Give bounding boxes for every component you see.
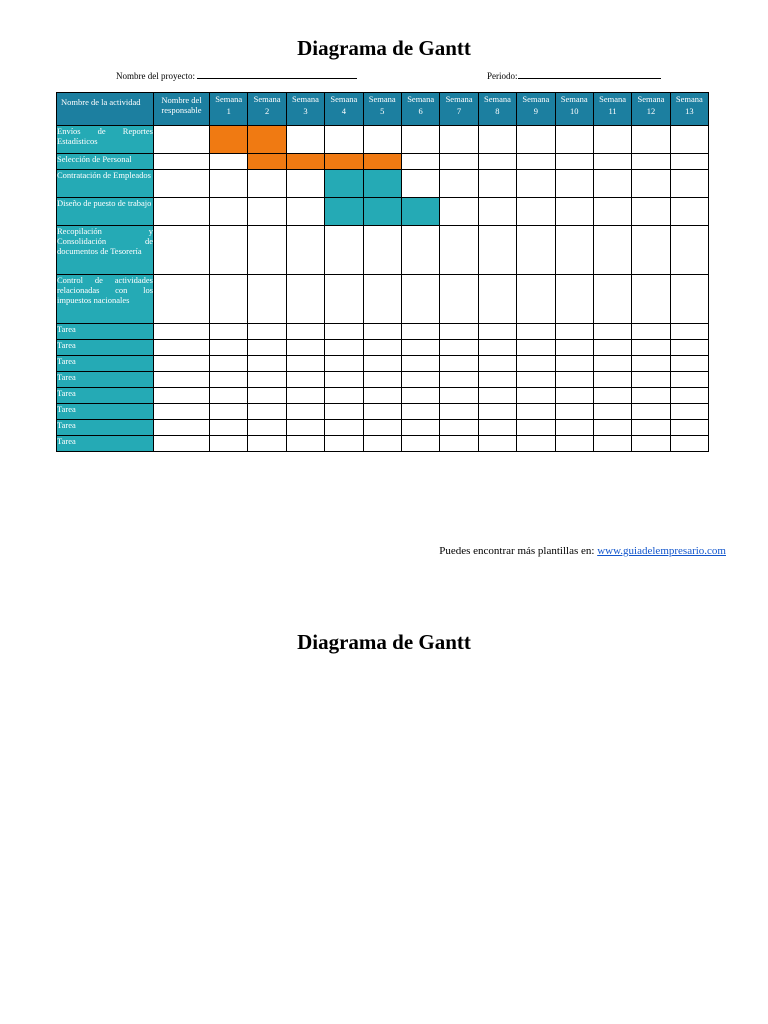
- week-cell[interactable]: [210, 154, 248, 170]
- gantt-bar-cell[interactable]: [363, 154, 401, 170]
- week-cell[interactable]: [593, 388, 631, 404]
- week-cell[interactable]: [325, 420, 363, 436]
- week-word: Semana: [330, 94, 358, 104]
- activity-name[interactable]: Envíos de Reportes Estadísticos: [57, 126, 154, 154]
- header-week-3: [286, 93, 324, 126]
- week-cell[interactable]: [632, 372, 670, 388]
- week-word: Semana: [675, 94, 703, 104]
- week-cell[interactable]: [593, 436, 631, 452]
- week-number: 3: [303, 106, 308, 116]
- week-cell[interactable]: [670, 356, 708, 372]
- activity-name[interactable]: Tarea: [57, 388, 154, 404]
- week-cell[interactable]: [401, 372, 439, 388]
- gantt-bar-cell[interactable]: [210, 126, 248, 154]
- week-cell[interactable]: [632, 226, 670, 275]
- week-cell[interactable]: [632, 324, 670, 340]
- week-cell[interactable]: [210, 420, 248, 436]
- table-row: [57, 198, 709, 226]
- week-cell[interactable]: [593, 356, 631, 372]
- week-cell[interactable]: [325, 340, 363, 356]
- week-cell[interactable]: [478, 372, 516, 388]
- activity-name[interactable]: Selección de Personal: [57, 154, 154, 170]
- week-cell[interactable]: [478, 340, 516, 356]
- table-row: [57, 404, 709, 420]
- week-number: 5: [380, 106, 385, 116]
- week-cell[interactable]: [440, 154, 478, 170]
- table-row: [57, 126, 709, 154]
- week-cell[interactable]: [555, 275, 593, 324]
- week-cell[interactable]: [517, 154, 555, 170]
- week-cell[interactable]: [593, 126, 631, 154]
- week-cell[interactable]: [210, 170, 248, 198]
- week-cell[interactable]: [632, 340, 670, 356]
- table-row: [57, 372, 709, 388]
- week-cell[interactable]: [670, 226, 708, 275]
- table-row: [57, 340, 709, 356]
- week-cell[interactable]: [248, 420, 286, 436]
- week-cell[interactable]: [248, 275, 286, 324]
- week-cell[interactable]: [210, 404, 248, 420]
- header-responsible: Nombre del responsable: [154, 93, 210, 126]
- week-cell[interactable]: [286, 198, 324, 226]
- table-row: [57, 226, 709, 275]
- responsible-cell[interactable]: [154, 436, 210, 452]
- header-week-4: [325, 93, 363, 126]
- header-week-12: [632, 93, 670, 126]
- activity-name[interactable]: Tarea: [57, 420, 154, 436]
- week-cell[interactable]: [555, 198, 593, 226]
- table-row: [57, 436, 709, 452]
- week-cell[interactable]: [325, 436, 363, 452]
- week-cell[interactable]: [593, 198, 631, 226]
- week-word: Semana: [215, 94, 243, 104]
- week-cell[interactable]: [286, 356, 324, 372]
- gantt-bar-cell[interactable]: [248, 154, 286, 170]
- week-number: 6: [418, 106, 423, 116]
- week-cell[interactable]: [401, 404, 439, 420]
- week-cell[interactable]: [440, 170, 478, 198]
- responsible-cell[interactable]: [154, 388, 210, 404]
- week-cell[interactable]: [555, 420, 593, 436]
- week-cell[interactable]: [593, 372, 631, 388]
- week-number: 12: [646, 106, 656, 116]
- week-cell[interactable]: [401, 340, 439, 356]
- header-week-1: [210, 93, 248, 126]
- footer-note: [439, 545, 726, 557]
- week-cell[interactable]: [210, 275, 248, 324]
- week-cell[interactable]: [401, 226, 439, 275]
- week-cell[interactable]: [325, 126, 363, 154]
- week-cell[interactable]: [555, 126, 593, 154]
- week-cell[interactable]: [478, 420, 516, 436]
- gantt-bar-cell[interactable]: [325, 198, 363, 226]
- week-cell[interactable]: [478, 356, 516, 372]
- responsible-cell[interactable]: [154, 226, 210, 275]
- week-word: Semana: [368, 94, 396, 104]
- week-cell[interactable]: [555, 324, 593, 340]
- header-activity: Nombre de la actividad: [57, 93, 154, 126]
- week-cell[interactable]: [593, 226, 631, 275]
- week-number: 8: [495, 106, 500, 116]
- responsible-cell[interactable]: [154, 275, 210, 324]
- week-cell[interactable]: [555, 356, 593, 372]
- week-cell[interactable]: [478, 198, 516, 226]
- period-blank[interactable]: [518, 69, 661, 79]
- header-week-11: [593, 93, 631, 126]
- table-row: [57, 420, 709, 436]
- activity-name[interactable]: Recopilación y Consolidación de documentos de Tesorería: [57, 226, 154, 275]
- week-cell[interactable]: [325, 404, 363, 420]
- responsible-cell[interactable]: [154, 404, 210, 420]
- week-cell[interactable]: [632, 420, 670, 436]
- week-word: Semana: [253, 94, 281, 104]
- header-week-9: [517, 93, 555, 126]
- footer-text: Puedes encontrar más plantillas en:: [439, 545, 598, 557]
- table-row: [57, 275, 709, 324]
- week-number: 11: [608, 106, 617, 116]
- week-cell[interactable]: [401, 420, 439, 436]
- week-cell[interactable]: [363, 356, 401, 372]
- week-word: Semana: [407, 94, 435, 104]
- week-cell[interactable]: [478, 226, 516, 275]
- week-cell[interactable]: [555, 340, 593, 356]
- week-cell[interactable]: [363, 436, 401, 452]
- week-cell[interactable]: [325, 356, 363, 372]
- week-cell[interactable]: [286, 170, 324, 198]
- week-cell[interactable]: [210, 436, 248, 452]
- responsible-cell[interactable]: [154, 324, 210, 340]
- week-cell[interactable]: [440, 126, 478, 154]
- responsible-cell[interactable]: [154, 372, 210, 388]
- week-cell[interactable]: [478, 126, 516, 154]
- week-cell[interactable]: [440, 420, 478, 436]
- activity-name[interactable]: Contratación de Empleados: [57, 170, 154, 198]
- header-week-6: [401, 93, 439, 126]
- responsible-cell[interactable]: [154, 356, 210, 372]
- week-cell[interactable]: [401, 436, 439, 452]
- week-cell[interactable]: [670, 324, 708, 340]
- week-cell[interactable]: [248, 436, 286, 452]
- week-cell[interactable]: [325, 372, 363, 388]
- week-cell[interactable]: [363, 324, 401, 340]
- week-cell[interactable]: [517, 126, 555, 154]
- week-cell[interactable]: [670, 170, 708, 198]
- week-cell[interactable]: [325, 275, 363, 324]
- week-word: Semana: [483, 94, 511, 104]
- week-cell[interactable]: [670, 372, 708, 388]
- responsible-cell[interactable]: [154, 198, 210, 226]
- week-cell[interactable]: [670, 388, 708, 404]
- week-cell[interactable]: [248, 356, 286, 372]
- week-cell[interactable]: [593, 170, 631, 198]
- week-number: 4: [341, 106, 346, 116]
- week-cell[interactable]: [670, 154, 708, 170]
- activity-name[interactable]: Tarea: [57, 372, 154, 388]
- project-name-blank[interactable]: [197, 69, 357, 79]
- week-cell[interactable]: [325, 388, 363, 404]
- week-cell[interactable]: [401, 170, 439, 198]
- week-cell[interactable]: [210, 198, 248, 226]
- table-row: [57, 170, 709, 198]
- header-week-5: [363, 93, 401, 126]
- week-cell[interactable]: [632, 356, 670, 372]
- week-cell[interactable]: [478, 170, 516, 198]
- week-cell[interactable]: [593, 340, 631, 356]
- gantt-header-row: [57, 93, 709, 126]
- week-cell[interactable]: [670, 436, 708, 452]
- week-cell[interactable]: [286, 275, 324, 324]
- week-cell[interactable]: [210, 324, 248, 340]
- week-cell[interactable]: [248, 340, 286, 356]
- responsible-cell[interactable]: [154, 126, 210, 154]
- week-number: 9: [533, 106, 538, 116]
- table-row: [57, 324, 709, 340]
- week-cell[interactable]: [555, 388, 593, 404]
- week-cell[interactable]: [401, 356, 439, 372]
- week-cell[interactable]: [401, 324, 439, 340]
- period-label: Periodo:: [487, 71, 518, 81]
- week-cell[interactable]: [401, 126, 439, 154]
- table-row: [57, 388, 709, 404]
- week-number: 7: [456, 106, 462, 116]
- week-cell[interactable]: [632, 275, 670, 324]
- week-cell[interactable]: [286, 126, 324, 154]
- week-cell[interactable]: [286, 436, 324, 452]
- activity-name[interactable]: Tarea: [57, 404, 154, 420]
- week-word: Semana: [522, 94, 550, 104]
- week-cell[interactable]: [632, 404, 670, 420]
- week-cell[interactable]: [440, 226, 478, 275]
- responsible-cell[interactable]: [154, 420, 210, 436]
- week-word: Semana: [637, 94, 665, 104]
- table-row: [57, 154, 709, 170]
- week-number: 13: [685, 106, 694, 116]
- week-cell[interactable]: [363, 275, 401, 324]
- week-cell[interactable]: [517, 388, 555, 404]
- week-cell[interactable]: [670, 404, 708, 420]
- week-cell[interactable]: [440, 404, 478, 420]
- week-cell[interactable]: [401, 275, 439, 324]
- week-cell[interactable]: [286, 340, 324, 356]
- week-cell[interactable]: [210, 372, 248, 388]
- week-cell[interactable]: [593, 154, 631, 170]
- week-cell[interactable]: [363, 226, 401, 275]
- activity-name[interactable]: Tarea: [57, 340, 154, 356]
- footer-link[interactable]: www.guiadelempresario.com: [597, 545, 726, 557]
- project-name-label: Nombre del proyecto:: [116, 71, 195, 81]
- week-cell[interactable]: [517, 275, 555, 324]
- week-cell[interactable]: [632, 170, 670, 198]
- week-cell[interactable]: [517, 404, 555, 420]
- week-cell[interactable]: [670, 420, 708, 436]
- week-cell[interactable]: [286, 404, 324, 420]
- week-cell[interactable]: [248, 198, 286, 226]
- activity-name[interactable]: Tarea: [57, 356, 154, 372]
- week-cell[interactable]: [670, 126, 708, 154]
- week-cell[interactable]: [670, 198, 708, 226]
- header-week-8: [478, 93, 516, 126]
- week-cell[interactable]: [670, 340, 708, 356]
- page-title: Diagrama de Gantt: [297, 36, 471, 60]
- header-week-13: [670, 93, 708, 126]
- week-cell[interactable]: [248, 404, 286, 420]
- week-cell[interactable]: [517, 372, 555, 388]
- activity-name[interactable]: Tarea: [57, 436, 154, 452]
- week-word: Semana: [292, 94, 319, 104]
- week-cell[interactable]: [363, 404, 401, 420]
- gantt-table: [56, 92, 709, 452]
- week-cell[interactable]: [440, 198, 478, 226]
- week-cell[interactable]: [363, 340, 401, 356]
- week-cell[interactable]: [478, 324, 516, 340]
- gantt-bar-cell[interactable]: [363, 170, 401, 198]
- week-cell[interactable]: [517, 340, 555, 356]
- activity-name[interactable]: Control de actividades relacionadas con los impuestos nacionales: [57, 275, 154, 324]
- week-cell[interactable]: [593, 404, 631, 420]
- gantt-bar-cell[interactable]: [325, 170, 363, 198]
- gantt-bar-cell[interactable]: [401, 198, 439, 226]
- gantt-bar-cell[interactable]: [286, 154, 324, 170]
- week-cell[interactable]: [401, 388, 439, 404]
- week-cell[interactable]: [286, 372, 324, 388]
- week-cell[interactable]: [440, 324, 478, 340]
- header-week-2: [248, 93, 286, 126]
- week-cell[interactable]: [248, 226, 286, 275]
- week-cell[interactable]: [440, 340, 478, 356]
- gantt-bar-cell[interactable]: [363, 198, 401, 226]
- week-cell[interactable]: [517, 356, 555, 372]
- week-cell[interactable]: [555, 436, 593, 452]
- week-cell[interactable]: [210, 226, 248, 275]
- week-cell[interactable]: [593, 420, 631, 436]
- week-cell[interactable]: [593, 275, 631, 324]
- week-cell[interactable]: [286, 420, 324, 436]
- week-number: 10: [569, 106, 579, 116]
- week-number: 2: [264, 106, 270, 116]
- week-cell[interactable]: [593, 324, 631, 340]
- responsible-cell[interactable]: [154, 340, 210, 356]
- week-cell[interactable]: [440, 388, 478, 404]
- week-cell[interactable]: [517, 170, 555, 198]
- responsible-cell[interactable]: [154, 170, 210, 198]
- week-cell[interactable]: [555, 404, 593, 420]
- responsible-cell[interactable]: [154, 154, 210, 170]
- period-field: [487, 69, 661, 81]
- week-cell[interactable]: [401, 154, 439, 170]
- week-cell[interactable]: [478, 275, 516, 324]
- week-cell[interactable]: [248, 324, 286, 340]
- week-cell[interactable]: [478, 404, 516, 420]
- week-cell[interactable]: [325, 226, 363, 275]
- week-cell[interactable]: [210, 388, 248, 404]
- week-cell[interactable]: [363, 388, 401, 404]
- week-cell[interactable]: [440, 436, 478, 452]
- week-cell[interactable]: [478, 436, 516, 452]
- gantt-bar-cell[interactable]: [325, 154, 363, 170]
- week-cell[interactable]: [555, 226, 593, 275]
- header-week-10: [555, 93, 593, 126]
- activity-name[interactable]: Tarea: [57, 324, 154, 340]
- week-cell[interactable]: [286, 324, 324, 340]
- week-cell[interactable]: [517, 420, 555, 436]
- project-name-field: [116, 69, 357, 81]
- week-cell[interactable]: [363, 372, 401, 388]
- week-cell[interactable]: [670, 275, 708, 324]
- table-row: [57, 356, 709, 372]
- week-cell[interactable]: [363, 420, 401, 436]
- week-cell[interactable]: [632, 154, 670, 170]
- week-cell[interactable]: [632, 388, 670, 404]
- week-cell[interactable]: [325, 324, 363, 340]
- week-cell[interactable]: [555, 170, 593, 198]
- week-cell[interactable]: [478, 388, 516, 404]
- week-cell[interactable]: [210, 340, 248, 356]
- activity-name[interactable]: Diseño de puesto de trabajo: [57, 198, 154, 226]
- week-cell[interactable]: [517, 226, 555, 275]
- week-cell[interactable]: [363, 126, 401, 154]
- week-cell[interactable]: [248, 372, 286, 388]
- gantt-bar-cell[interactable]: [248, 126, 286, 154]
- week-number: 1: [226, 106, 231, 116]
- week-word: Semana: [445, 94, 473, 104]
- page-2-title: Diagrama de Gantt: [297, 630, 471, 654]
- week-cell[interactable]: [478, 154, 516, 170]
- week-cell[interactable]: [632, 198, 670, 226]
- week-cell[interactable]: [632, 436, 670, 452]
- week-cell[interactable]: [517, 324, 555, 340]
- week-cell[interactable]: [248, 388, 286, 404]
- week-cell[interactable]: [632, 126, 670, 154]
- week-cell[interactable]: [517, 198, 555, 226]
- week-cell[interactable]: [210, 356, 248, 372]
- week-cell[interactable]: [440, 372, 478, 388]
- week-cell[interactable]: [440, 275, 478, 324]
- week-cell[interactable]: [517, 436, 555, 452]
- week-word: Semana: [560, 94, 588, 104]
- week-cell[interactable]: [248, 170, 286, 198]
- week-cell[interactable]: [440, 356, 478, 372]
- week-cell[interactable]: [555, 154, 593, 170]
- header-week-7: [440, 93, 478, 126]
- week-word: Semana: [599, 94, 627, 104]
- week-cell[interactable]: [286, 226, 324, 275]
- week-cell[interactable]: [286, 388, 324, 404]
- week-cell[interactable]: [555, 372, 593, 388]
